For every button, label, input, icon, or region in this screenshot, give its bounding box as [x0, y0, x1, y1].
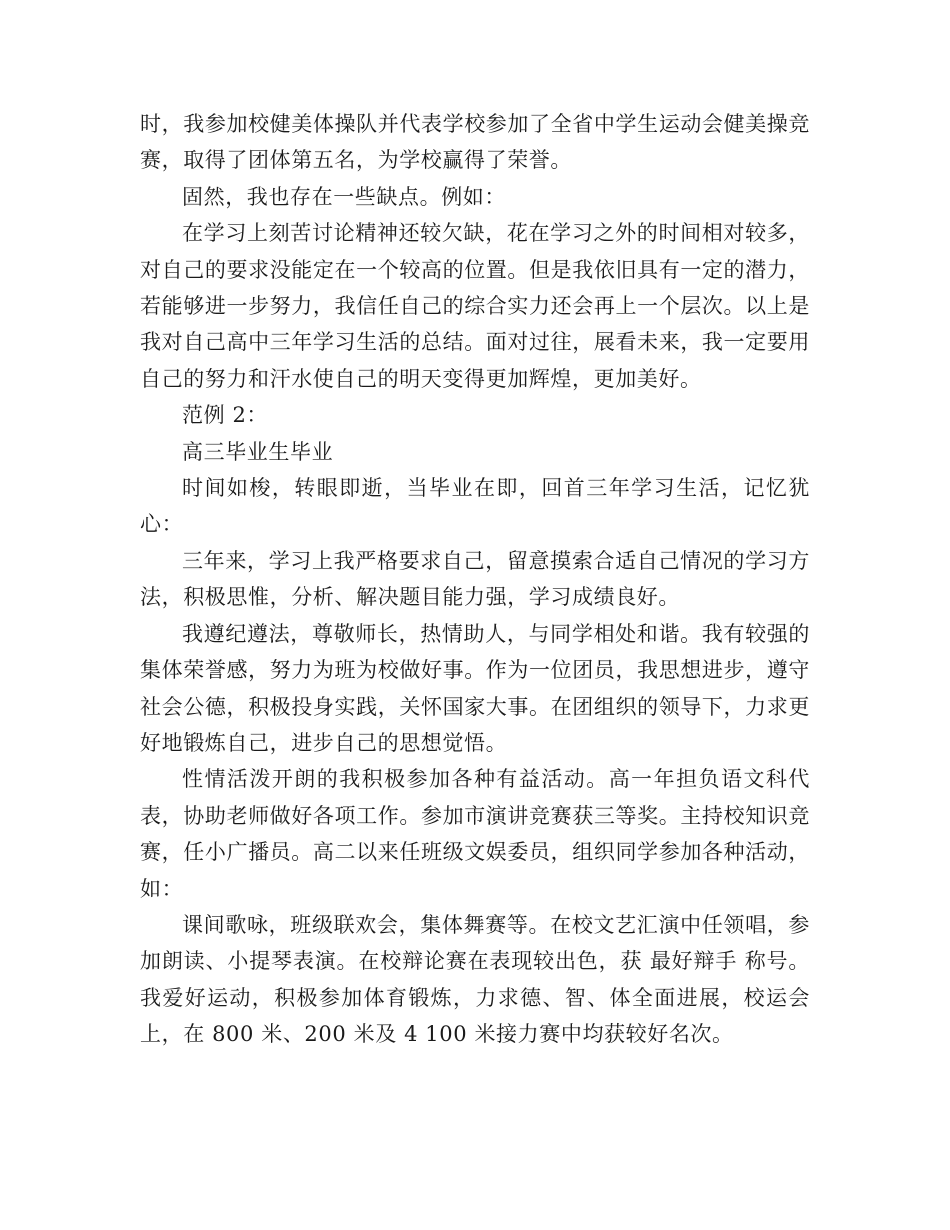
- section-title: 高三毕业生毕业: [182, 439, 334, 464]
- paragraph-9: 性情活泼开朗的我积极参加各种有益活动。高一年担负语文科代表，协助老师做好各项工作。参加市演讲竞赛获三等奖。主持校知识竞赛，任小广播员。高二以来任班级文娱委员，组织同学参加各种活动，如：: [140, 767, 810, 901]
- paragraph-6: 时间如梭，转眼即逝，当毕业在即，回首三年学习生活，记忆犹心：: [140, 476, 810, 537]
- paragraph-2: 固然，我也存在一些缺点。例如：: [182, 184, 506, 209]
- paragraph-3: 在学习上刻苦讨论精神还较欠缺，花在学习之外的时间相对较多，对自己的要求没能定在一个较高的位置。但是我依旧具有一定的潜力，若能够进一步努力，我信任自己的综合实力还会再上一个层次。以上是我对自己高中三年学习生活的总结。面对过往，展看未来，我一定要用自己的努力和汗水使自己的明天变得更加辉煌，更加美好。: [140, 221, 810, 391]
- paragraph-7: 三年来，学习上我严格要求自己，留意摸索合适自己情况的学习方法，积极思惟，分析、解决题目能力强，学习成绩良好。: [140, 548, 810, 610]
- paragraph-10: 课间歌咏，班级联欢会，集体舞赛等。在校文艺汇演中任领唱，参加朗读、小提琴表演。在校辩论赛在表现较出色，获 最好辩手 称号。我爱好运动，积极参加体育锻炼，力求德、智、体全面进展，校运会上，在 800 米、200 米及 4 100 米接力赛中均获较好名次。: [140, 912, 810, 1047]
- document-body: [140, 106, 810, 1053]
- paragraph-1: 时，我参加校健美体操队并代表学校参加了全省中学生运动会健美操竞赛，取得了团体第五名，为学校赢得了荣誉。: [140, 112, 810, 173]
- example-heading: 范例 2：: [182, 403, 269, 428]
- paragraph-8: 我遵纪遵法，尊敬师长，热情助人，与同学相处和谐。我有较强的集体荣誉感，努力为班为校做好事。作为一位团员，我思想进步，遵守社会公德，积极投身实践，关怀国家大事。在团组织的领导下，力求更好地锻炼自己，进步自己的思想觉悟。: [140, 621, 810, 755]
